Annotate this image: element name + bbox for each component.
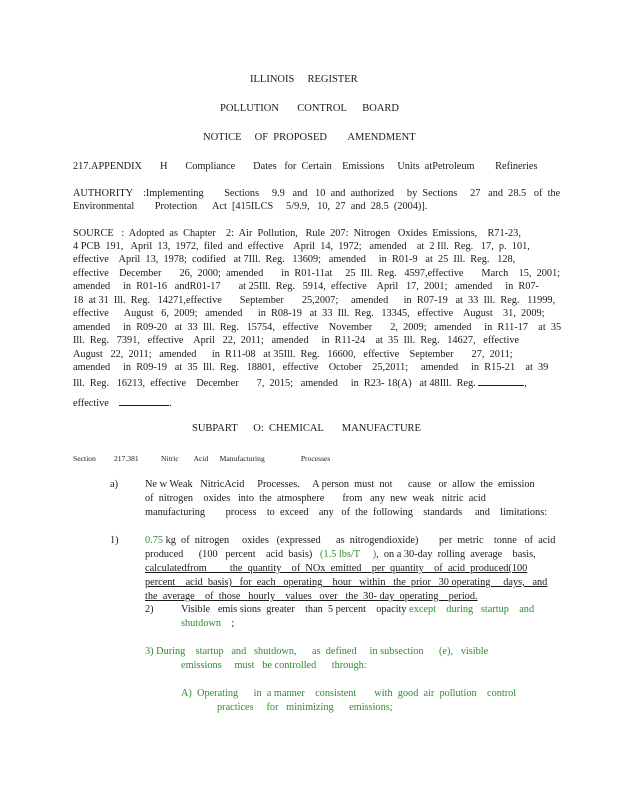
item-1-line [145, 548, 536, 561]
authority-line: AUTHORITY :Implementing Sections 9.9 and 10 and authorized by Sections 27 and 28.5 of the [73, 188, 561, 199]
amended-text: except during startup and [409, 604, 535, 615]
amended-text: shutdown [181, 618, 222, 629]
blank-line [119, 395, 169, 406]
amended-value: 0.75 [145, 535, 164, 546]
item-a-line: A) Operating in a manner consistent with good air pollution control [181, 688, 517, 699]
source-line: amended in R09-19 at 35 Ill. Reg. 18801, effective October 25,2011; amended in R15-21 at 39 [73, 362, 549, 373]
item-2-line [181, 617, 234, 630]
item-1-inserted-line: percent acid basis) for each operating hour within the prior 30 operating days, and [145, 577, 548, 588]
notice-title: NOTICE OF PROPOSED AMENDMENT [203, 132, 416, 143]
item-1-label: 1) [110, 535, 119, 546]
para-a-line: Ne w Weak NitricAcid Processes. A person must not cause or allow the emission [145, 479, 535, 490]
source-period: . [169, 398, 172, 409]
source-line: SOURCE : Adopted as Chapter 2: Air Pollution, Rule 207: Nitrogen Oxides Emissions, R71-23, [73, 228, 521, 239]
item-1-text: kg of nitrogen oxides (expressed as nitrogendioxide) per metric tonne of acid [163, 535, 556, 546]
source-line: amended in R09-20 at 33 Ill. Reg. 15754, effective November 2, 2009; amended in R11-17 at 35 [73, 322, 562, 333]
source-line: 4 PCB 191, April 13, 1972, filed and effective April 14, 1972; amended at 2 Ill. Reg. 17, p. 101, [73, 241, 530, 252]
board-title: POLLUTION CONTROL BOARD [220, 103, 399, 114]
section-title: Nitric Acid Manufacturing Processes [161, 454, 331, 463]
item-3-line: 3) During startup and shutdown, as defined in subsection (e), visible [145, 646, 489, 657]
source-comma: , [524, 378, 527, 389]
source-line [73, 395, 172, 410]
item-1-line [145, 534, 555, 547]
item-2-line [181, 603, 534, 616]
source-line: effective April 13, 1978; codified at 7Ill. Reg. 13609; amended in R01-9 at 25 Ill. Reg. 128, [73, 254, 516, 265]
source-line: 18 at 31 Ill. Reg. 14271,effective September 25,2007; amended in R07-19 at 33 Ill. Reg. 11999, [73, 295, 556, 306]
effective-label: effective [73, 398, 109, 409]
para-a-line: manufacturing process to exceed any of the following standards and limitations: [145, 507, 548, 518]
item-3-line: emissions must be controlled through: [181, 660, 367, 671]
blank-line [478, 375, 524, 386]
source-line: Ill. Reg. 7391, effective April 22, 2011; amended in R11-24 at 35 Ill. Reg. 14627, effective [73, 335, 520, 346]
source-line: amended in R01-16 andR01-17 at 25Ill. Reg. 5914, effective April 17, 2001; amended in R07- [73, 281, 539, 292]
item-1-text: produced (100 percent acid basis) [145, 549, 320, 560]
para-a-line: of nitrogen oxides into the atmosphere from any new weak nitric acid [145, 493, 486, 504]
amended-value: (1.5 lbs/T ) [320, 549, 377, 560]
item-1-inserted-line: the average of those hourly values over the 30- day operating period. [145, 591, 478, 602]
source-line-text: Ill. Reg. 16213, effective December 7, 2015; amended in R23- 18(A) at 48Ill. Reg. [73, 378, 479, 389]
item-2-label: 2) [145, 604, 154, 615]
item-1-inserted-line: calculatedfrom the quantity of NOx emitted per quantity of acid produced(100 [145, 563, 528, 574]
subpart-heading: SUBPART O: CHEMICAL MANUFACTURE [192, 423, 421, 434]
para-a-label: a) [110, 479, 118, 490]
register-title: ILLINOIS REGISTER [250, 74, 358, 85]
source-line: August 22, 2011; amended in R11-08 at 35Ill. Reg. 16600, effective September 27, 2011; [73, 349, 513, 360]
section-number: 217.381 [114, 454, 139, 463]
item-a-line: practices for minimizing emissions; [217, 702, 393, 713]
source-line: effective December 26, 2000; amended in R01-11at 25 Ill. Reg. 4597,effective March 15, 2001; [73, 268, 561, 279]
item-2-tail: ; [221, 618, 235, 629]
item-2-text: Visible emis sions greater than 5 percent opacity [181, 604, 410, 615]
appendix-heading: 217.APPENDIX H Compliance Dates for Certain Emissions Units atPetroleum Refineries [73, 161, 538, 172]
authority-line: Environmental Protection Act [415ILCS 5/9.9, 10, 27 and 28.5 (2004)]. [73, 201, 428, 212]
item-1-text: , on a 30-day rolling average basis, [376, 549, 536, 560]
source-line: effective August 6, 2009; amended in R08-19 at 33 Ill. Reg. 13345, effective August 31, 2009; [73, 308, 545, 319]
source-line [73, 375, 527, 390]
section-label: Section [73, 454, 96, 463]
